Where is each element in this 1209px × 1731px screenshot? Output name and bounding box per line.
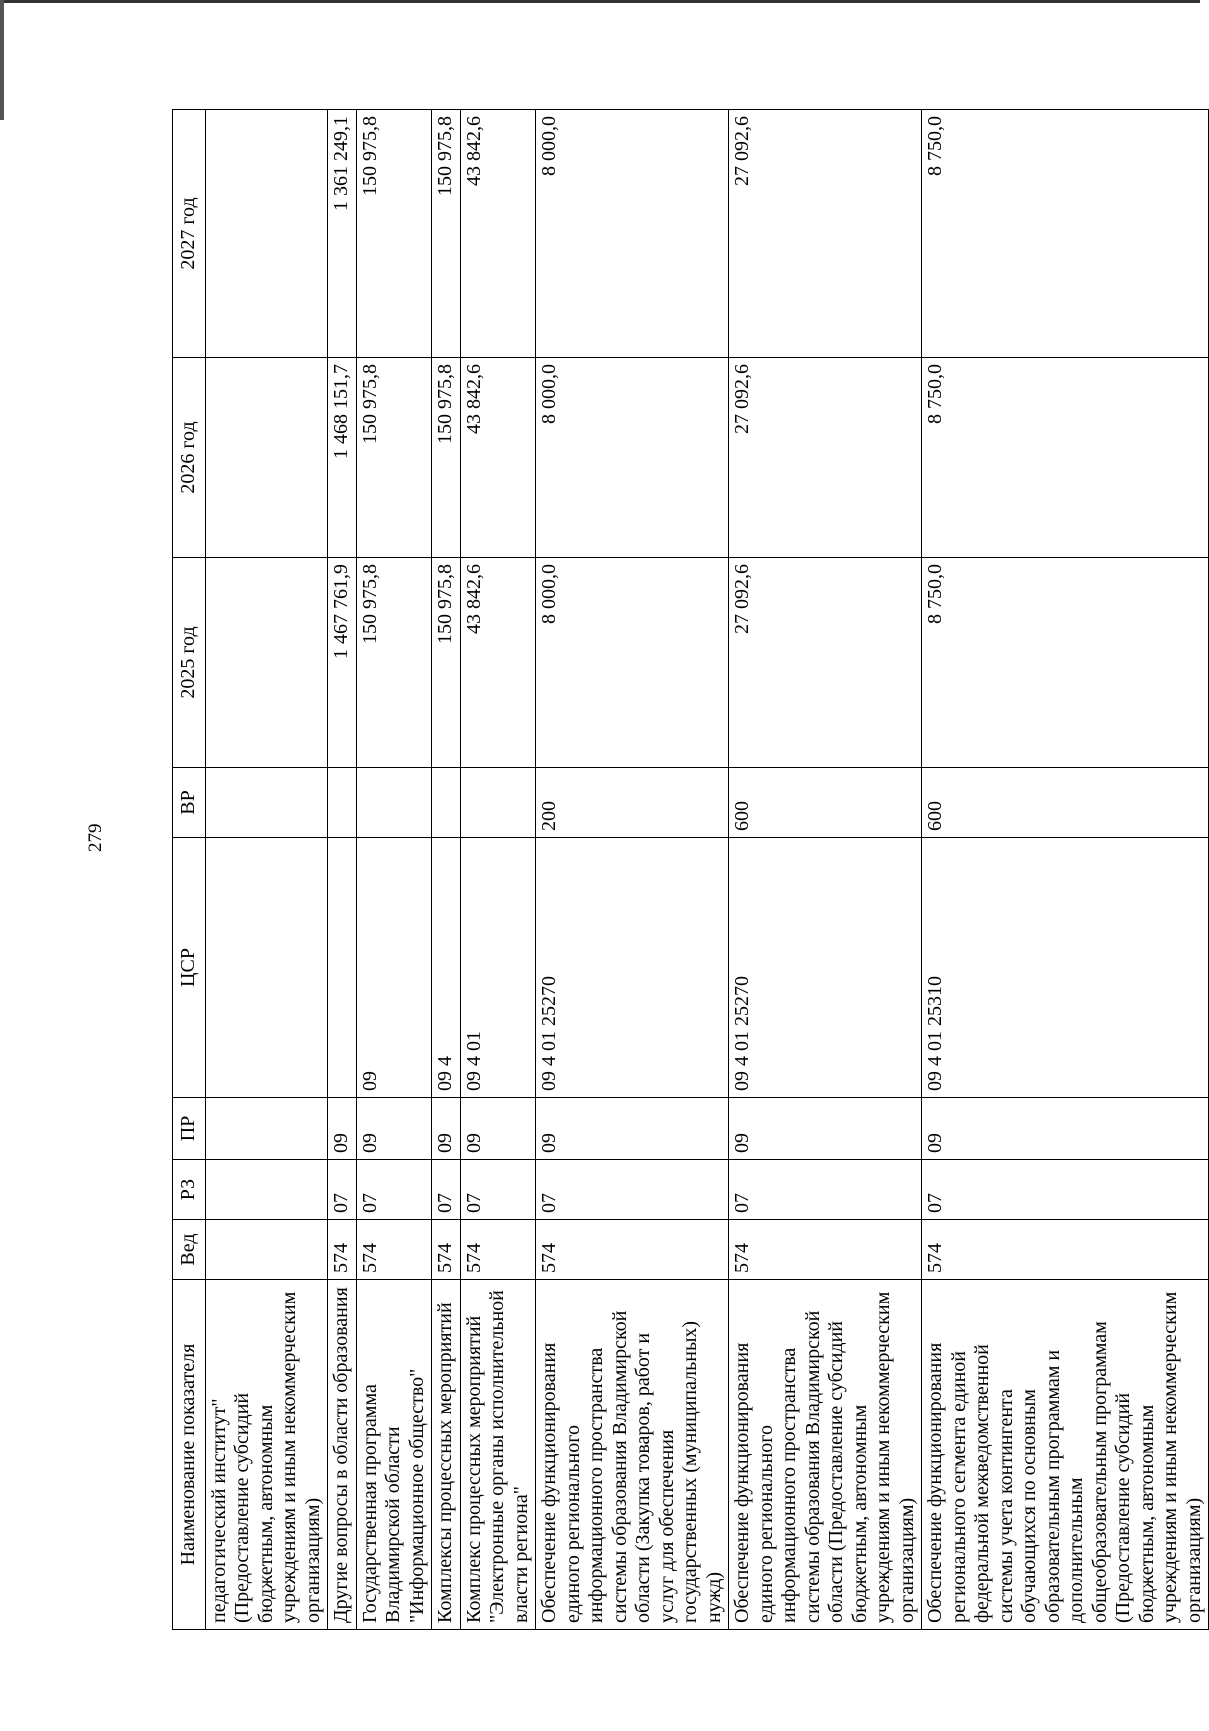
- cell-2025: [205, 558, 328, 768]
- cell-ved: 574: [460, 1220, 536, 1280]
- cell-2026: 150 975,8: [356, 358, 432, 558]
- cell-vr: 600: [729, 768, 922, 838]
- cell-name: Обеспечение функционирования регионального сегмента единой федеральной межведомственной системы учета контингента обучающихся по основным образовательным программам и дополнительным общеобразовательным программам (Предоставление субсидий бюджетным, автономным учреждениям и иным некоммерческим организациям): [922, 1280, 1209, 1630]
- table-row: [432, 110, 461, 1630]
- header-name: Наименование показателя: [173, 1280, 206, 1630]
- scan-left-edge: [0, 0, 4, 120]
- cell-2026: [205, 358, 328, 558]
- cell-ved: 574: [536, 1220, 729, 1280]
- cell-pr: 09: [729, 1098, 922, 1160]
- cell-rz: 07: [356, 1160, 432, 1220]
- cell-vr: [328, 768, 357, 838]
- cell-csr: 09 4: [432, 838, 461, 1098]
- cell-rz: [205, 1160, 328, 1220]
- cell-name: Государственная программа Владимирской области "Информационное общество": [356, 1280, 432, 1630]
- cell-2026: 8 750,0: [922, 358, 1209, 558]
- cell-pr: [205, 1098, 328, 1160]
- cell-2025: 43 842,6: [460, 558, 536, 768]
- header-2027: 2027 год: [173, 110, 206, 358]
- cell-csr: 09 4 01 25270: [536, 838, 729, 1098]
- cell-rz: 07: [729, 1160, 922, 1220]
- cell-2026: 27 092,6: [729, 358, 922, 558]
- cell-ved: 574: [328, 1220, 357, 1280]
- cell-ved: 574: [922, 1220, 1209, 1280]
- cell-name: педагогический институт" (Предоставление субсидий бюджетным, автономным учреждениям и иным некоммерческим организациям): [205, 1280, 328, 1630]
- table-row: [356, 110, 432, 1630]
- cell-2027: 150 975,8: [432, 110, 461, 358]
- cell-2026: 43 842,6: [460, 358, 536, 558]
- cell-vr: 600: [922, 768, 1209, 838]
- cell-vr: [205, 768, 328, 838]
- header-pr: ПР: [173, 1098, 206, 1160]
- cell-vr: 200: [536, 768, 729, 838]
- cell-vr: [356, 768, 432, 838]
- cell-csr: 09 4 01 25270: [729, 838, 922, 1098]
- cell-2027: [205, 110, 328, 358]
- cell-csr: [328, 838, 357, 1098]
- cell-pr: 09: [432, 1098, 461, 1160]
- cell-csr: 09 4 01 25310: [922, 838, 1209, 1098]
- cell-2027: 43 842,6: [460, 110, 536, 358]
- cell-vr: [460, 768, 536, 838]
- cell-ved: 574: [729, 1220, 922, 1280]
- cell-2027: 8 000,0: [536, 110, 729, 358]
- cell-2025: 8 750,0: [922, 558, 1209, 768]
- cell-csr: [205, 838, 328, 1098]
- table-row: [536, 110, 729, 1630]
- header-vr: ВР: [173, 768, 206, 838]
- cell-pr: 09: [460, 1098, 536, 1160]
- header-row: [173, 110, 206, 1630]
- cell-rz: 07: [536, 1160, 729, 1220]
- budget-table: [172, 109, 1209, 1630]
- header-2026: 2026 год: [173, 358, 206, 558]
- cell-2025: 8 000,0: [536, 558, 729, 768]
- cell-name: Обеспечение функционирования единого регионального информационного пространства системы образования Владимирской области (Предоставление субсидий бюджетным, автономным учреждениям и иным некоммерческим организациям): [729, 1280, 922, 1630]
- cell-pr: 09: [356, 1098, 432, 1160]
- cell-2025: 27 092,6: [729, 558, 922, 768]
- cell-2026: 1 468 151,7: [328, 358, 357, 558]
- cell-ved: 574: [432, 1220, 461, 1280]
- cell-2026: 150 975,8: [432, 358, 461, 558]
- cell-pr: 09: [922, 1098, 1209, 1160]
- cell-rz: 07: [922, 1160, 1209, 1220]
- header-2025: 2025 год: [173, 558, 206, 768]
- cell-rz: 07: [460, 1160, 536, 1220]
- cell-2027: 8 750,0: [922, 110, 1209, 358]
- cell-vr: [432, 768, 461, 838]
- table-row: [205, 110, 328, 1630]
- header-ved: Вед: [173, 1220, 206, 1280]
- cell-ved: 574: [356, 1220, 432, 1280]
- cell-rz: 07: [432, 1160, 461, 1220]
- cell-name: Обеспечение функционирования единого регионального информационного пространства системы образования Владимирской области (Закупка товаров, работ и услуг для обеспечения государственных (муниципальных) нужд): [536, 1280, 729, 1630]
- table-row: [328, 110, 357, 1630]
- scan-top-edge: [0, 0, 1200, 3]
- table-row: [922, 110, 1209, 1630]
- table-row: [729, 110, 922, 1630]
- cell-pr: 09: [328, 1098, 357, 1160]
- cell-2027: 1 361 249,1: [328, 110, 357, 358]
- cell-2027: 150 975,8: [356, 110, 432, 358]
- cell-rz: 07: [328, 1160, 357, 1220]
- header-csr: ЦСР: [173, 838, 206, 1098]
- cell-name: Другие вопросы в области образования: [328, 1280, 357, 1630]
- table-row: [460, 110, 536, 1630]
- cell-2025: 1 467 761,9: [328, 558, 357, 768]
- cell-name: Комплексы процессных мероприятий: [432, 1280, 461, 1630]
- cell-2025: 150 975,8: [356, 558, 432, 768]
- cell-name: Комплекс процессных мероприятий "Электронные органы исполнительной власти региона": [460, 1280, 536, 1630]
- cell-ved: [205, 1220, 328, 1280]
- header-rz: РЗ: [173, 1160, 206, 1220]
- cell-csr: 09: [356, 838, 432, 1098]
- page-number: 279: [85, 823, 106, 852]
- cell-2026: 8 000,0: [536, 358, 729, 558]
- cell-pr: 09: [536, 1098, 729, 1160]
- cell-2027: 27 092,6: [729, 110, 922, 358]
- cell-csr: 09 4 01: [460, 838, 536, 1098]
- cell-2025: 150 975,8: [432, 558, 461, 768]
